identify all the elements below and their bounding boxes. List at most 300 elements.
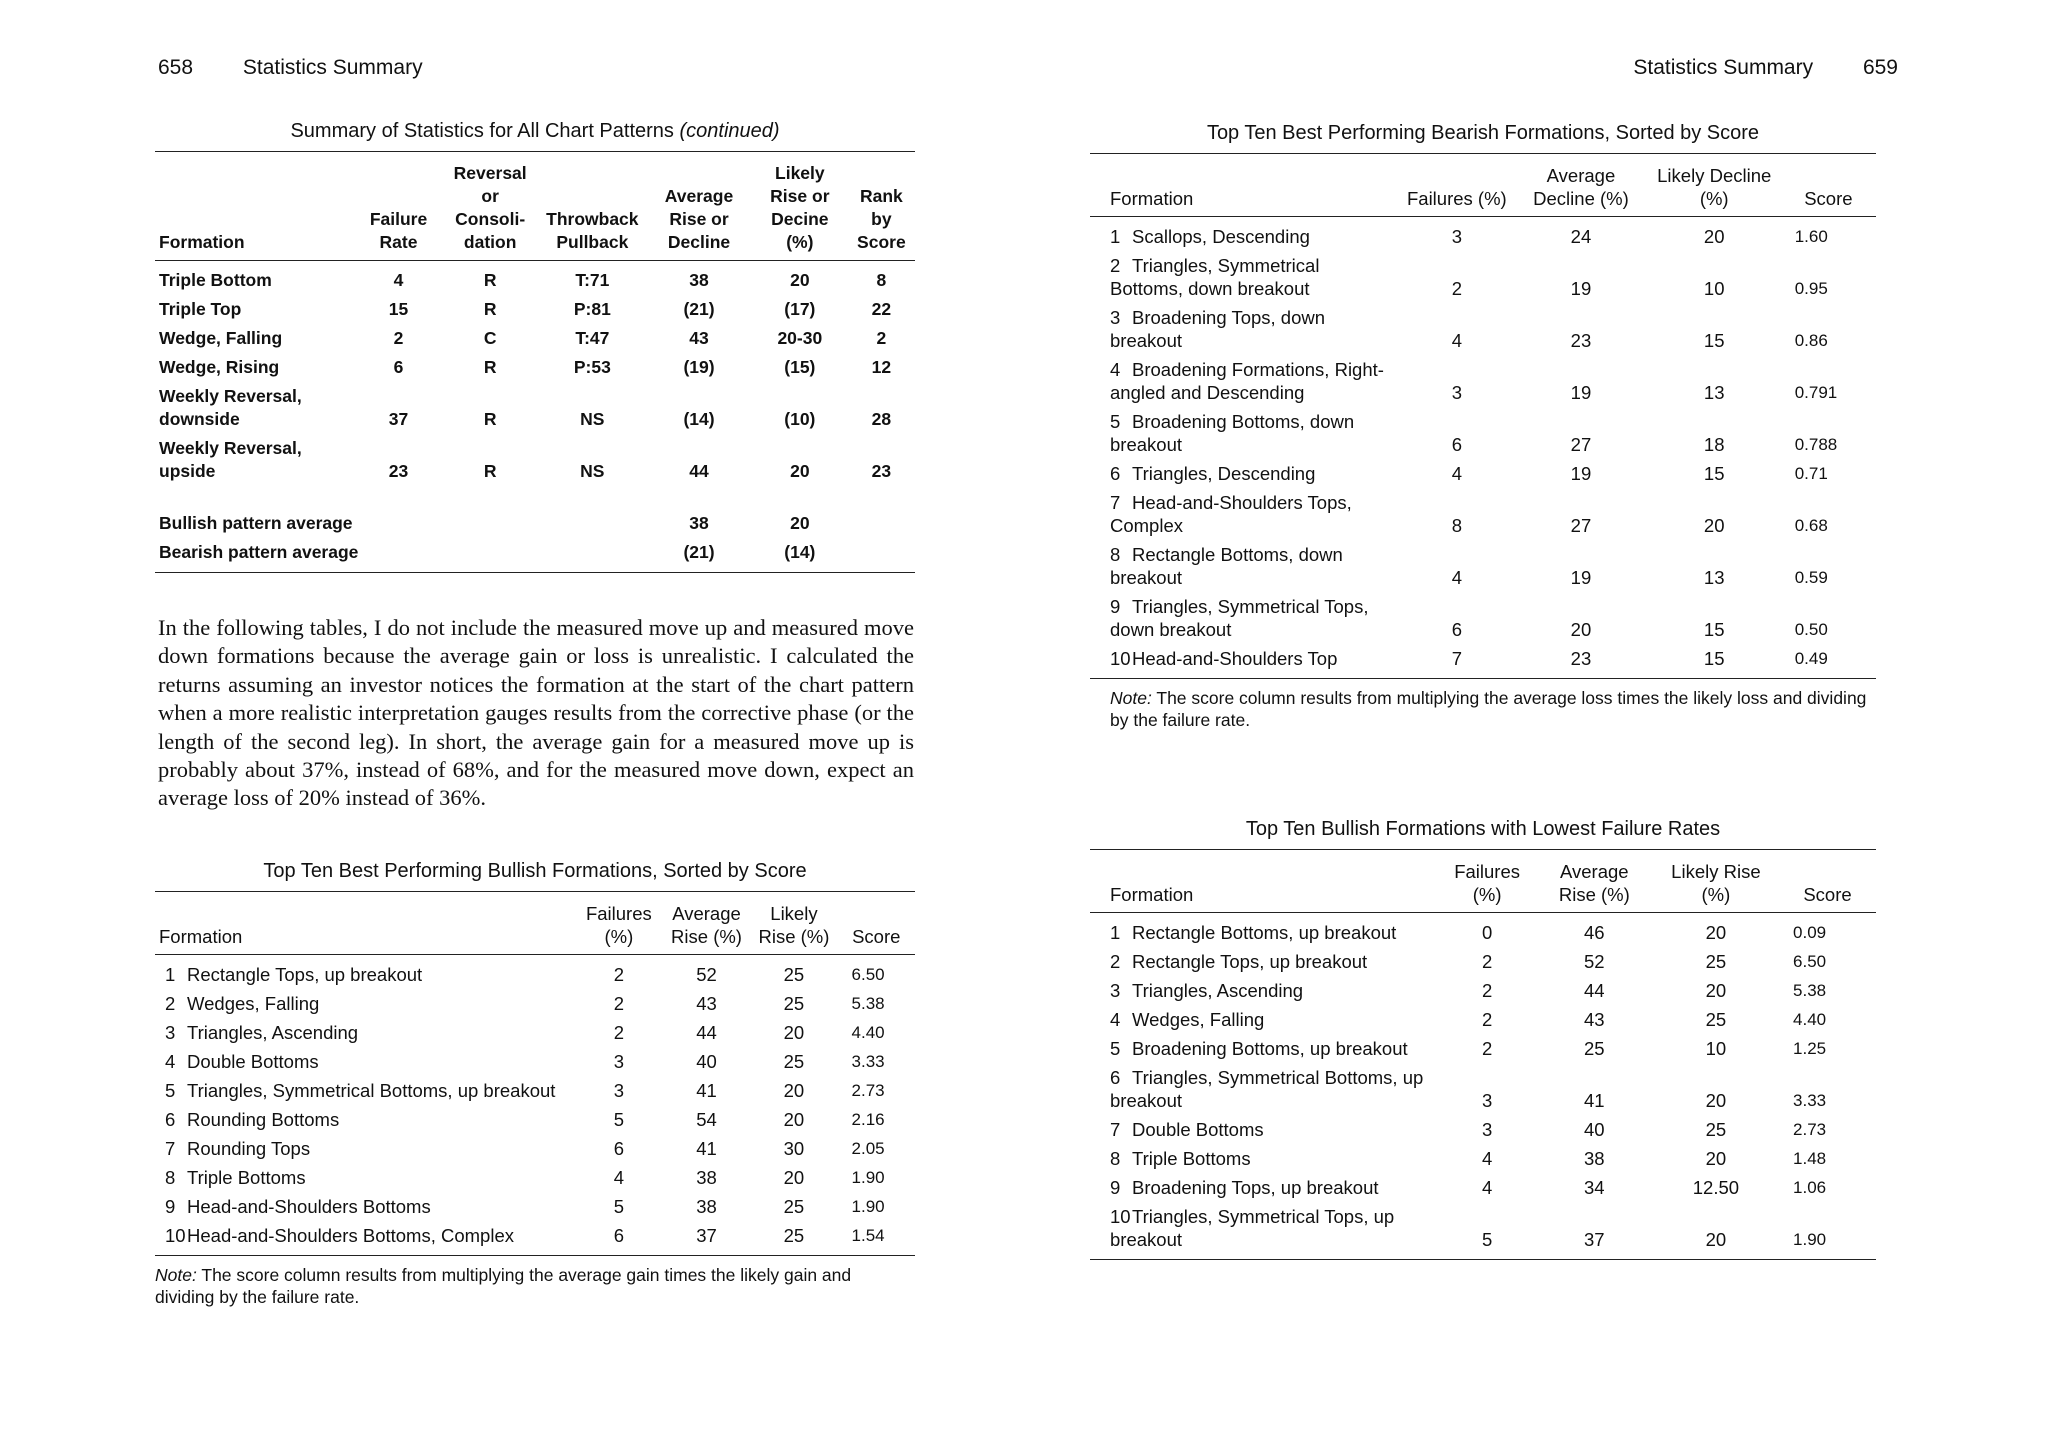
cell-average: 19	[1570, 463, 1592, 484]
table-row	[1090, 217, 1876, 252]
cell-likely: 25	[1705, 951, 1727, 972]
cell-rank-number: 6	[1110, 463, 1121, 484]
cell-likely: 25	[783, 1196, 805, 1217]
cell-formation	[155, 1047, 575, 1076]
cell-formation: Weekly Reversal, upside	[159, 438, 302, 481]
cell-formation	[155, 1134, 575, 1163]
cell-rank-number: 9	[165, 1196, 176, 1217]
cell-failures: 5	[613, 1196, 624, 1217]
cell-failures: 4	[1481, 1177, 1493, 1198]
cell-rank-number: 10	[165, 1225, 186, 1246]
cell-rank-number: 4	[165, 1051, 176, 1072]
cell-average: 19	[1570, 382, 1592, 403]
cell-average: 43	[689, 328, 709, 348]
cell-score: 0.71	[1794, 464, 1828, 483]
bearish-note	[1090, 687, 1876, 731]
cell-average: 38	[696, 1167, 717, 1188]
cell-failure: 37	[388, 409, 409, 429]
cell-score: 6.50	[851, 965, 885, 984]
summary-table-caption	[155, 120, 915, 151]
cell-likely: (15)	[784, 357, 816, 377]
cell-likely: 25	[1705, 1009, 1727, 1030]
cell-rank: 12	[871, 357, 892, 377]
cell-formation: Triple Bottom	[159, 270, 272, 290]
cell-throwback: T:47	[575, 328, 610, 348]
lowest-failure-header-likely: Likely Rise (%)	[1671, 861, 1761, 905]
cell-failures: 2	[1451, 278, 1462, 299]
bullish-header-row	[155, 892, 915, 955]
cell-rank-number: 4	[1110, 1009, 1121, 1030]
bullish-header-average: Average Rise (%)	[671, 903, 742, 947]
cell-formation	[155, 955, 575, 990]
cell-score: 4.40	[1793, 1010, 1827, 1029]
cell-average: 44	[696, 1022, 717, 1043]
summary-header-reversal: Reversal or Consoli- dation	[453, 163, 527, 252]
lowest-failure-header-failures: Failures (%)	[1454, 861, 1521, 905]
cell-average: 52	[696, 964, 717, 985]
cell-likely: 13	[1703, 567, 1725, 588]
cell-rank-number: 4	[1110, 359, 1121, 380]
cell-average: 37	[1584, 1229, 1605, 1250]
cell-score: 0.49	[1794, 649, 1828, 668]
bearish-header-score: Score	[1804, 188, 1853, 209]
table-row-bullish-average	[155, 486, 915, 538]
table-row	[155, 955, 915, 990]
cell-formation	[1090, 459, 1399, 488]
bearish-header-row	[1090, 154, 1876, 217]
cell-score: 0.791	[1794, 383, 1838, 402]
cell-formation-name: Broadening Formations, Right-angled and Descending	[1110, 359, 1384, 403]
table-row	[1090, 592, 1876, 644]
table-row	[1090, 1063, 1876, 1115]
table-row	[1090, 540, 1876, 592]
cell-score: 1.54	[851, 1226, 885, 1245]
cell-reversal: R	[483, 461, 497, 481]
cell-failures: 5	[1481, 1229, 1493, 1250]
cell-average: (21)	[683, 299, 715, 319]
cell-likely: 25	[783, 993, 805, 1014]
cell-formation: Triple Top	[159, 299, 242, 319]
cell-formation-name: Triple Bottoms	[1132, 1148, 1251, 1169]
cell-formation-name: Wedges, Falling	[187, 993, 320, 1014]
summary-caption-suffix: (continued)	[679, 120, 780, 142]
cell-formation-name: Broadening Bottoms, up breakout	[1132, 1038, 1408, 1059]
cell-likely: 20	[1705, 922, 1727, 943]
cell-formation	[1090, 488, 1399, 540]
cell-score: 1.48	[1793, 1149, 1827, 1168]
cell-average: 38	[689, 270, 709, 290]
bullish-header-likely: Likely Rise (%)	[758, 903, 830, 947]
cell-failures: 3	[613, 1051, 624, 1072]
cell-average: 40	[1584, 1119, 1605, 1140]
cell-failures: 3	[1451, 226, 1462, 247]
cell-formation-name: Head-and-Shoulders Bottoms, Complex	[187, 1225, 514, 1246]
cell-failures: 2	[1481, 1009, 1493, 1030]
table-row	[1090, 913, 1876, 948]
cell-rank-number: 1	[1110, 226, 1121, 247]
cell-failures: 2	[613, 993, 624, 1014]
cell-average: 20	[1570, 619, 1592, 640]
summary-header-average: Average Rise or Decline	[664, 186, 734, 252]
cell-rank-number: 1	[165, 964, 176, 985]
summary-header-failure: Failure Rate	[369, 209, 428, 252]
cell-formation	[155, 1076, 575, 1105]
cell-likely: 12.50	[1692, 1177, 1740, 1198]
cell-failures: 4	[1451, 330, 1462, 351]
table-row	[1090, 1144, 1876, 1173]
cell-formation-name: Triangles, Symmetrical Bottoms, up breakout	[1110, 1067, 1424, 1111]
cell-failures: 5	[613, 1109, 624, 1130]
bullish-note	[155, 1264, 915, 1308]
cell-rank-number: 9	[1110, 596, 1121, 617]
cell-score: 6.50	[1793, 952, 1827, 971]
cell-rank: 22	[871, 299, 892, 319]
table-row	[155, 1105, 915, 1134]
cell-likely: 15	[1703, 463, 1725, 484]
cell-score: 1.90	[851, 1197, 885, 1216]
cell-formation	[1090, 1144, 1438, 1173]
cell-failures: 6	[1451, 619, 1462, 640]
cell-rank-number: 3	[1110, 980, 1121, 1001]
table-row	[1090, 355, 1876, 407]
cell-failures: 3	[1481, 1090, 1493, 1111]
cell-score: 0.09	[1793, 923, 1827, 942]
cell-likely: 15	[1703, 648, 1725, 669]
cell-formation	[1090, 913, 1438, 948]
table-row	[155, 1047, 915, 1076]
cell-average: 23	[1570, 330, 1592, 351]
cell-failures: 3	[613, 1080, 624, 1101]
cell-average: 43	[696, 993, 717, 1014]
cell-failure: 4	[393, 270, 404, 290]
cell-score: 1.25	[1793, 1039, 1827, 1058]
cell-average: 46	[1584, 922, 1605, 943]
left-running-head	[158, 56, 423, 80]
cell-average: 19	[1570, 278, 1592, 299]
cell-failures: 4	[1481, 1148, 1493, 1169]
cell-formation	[1090, 644, 1399, 679]
cell-likely: 25	[783, 1051, 805, 1072]
cell-formation-name: Rectangle Tops, up breakout	[187, 964, 423, 985]
cell-likely: 10	[1705, 1038, 1727, 1059]
cell-likely: 20	[790, 513, 810, 533]
cell-average: 41	[696, 1138, 717, 1159]
cell-formation-name: Rectangle Bottoms, down breakout	[1110, 544, 1343, 588]
cell-score: 0.95	[1794, 279, 1828, 298]
table-row	[155, 382, 915, 434]
table-row	[155, 1134, 915, 1163]
cell-average: 34	[1584, 1177, 1605, 1198]
cell-failures: 2	[1481, 951, 1493, 972]
cell-average: 37	[696, 1225, 717, 1246]
bullish-table-caption: Top Ten Best Performing Bullish Formations, Sorted by Score	[263, 860, 807, 882]
cell-formation-name: Head-and-Shoulders Bottoms	[187, 1196, 431, 1217]
bearish-table-caption: Top Ten Best Performing Bearish Formations, Sorted by Score	[1206, 122, 1760, 144]
cell-likely: 20	[783, 1167, 805, 1188]
lowest-failure-header-formation: Formation	[1110, 884, 1194, 905]
cell-average: (21)	[683, 542, 715, 562]
cell-average: 44	[689, 461, 709, 481]
cell-likely: 20	[1705, 980, 1727, 1001]
table-row	[155, 1076, 915, 1105]
cell-rank-number: 10	[1110, 1206, 1131, 1227]
table-row	[155, 1018, 915, 1047]
cell-formation-name: Broadening Tops, down breakout	[1110, 307, 1326, 351]
cell-failures: 2	[613, 1022, 624, 1043]
table-row	[155, 295, 915, 324]
summary-header-likely: Likely Rise or Decine (%)	[770, 163, 830, 252]
cell-likely: 15	[1703, 619, 1725, 640]
cell-formation	[155, 989, 575, 1018]
cell-failures: 6	[1451, 434, 1462, 455]
cell-formation-name: Triangles, Ascending	[187, 1022, 359, 1043]
cell-score: 1.90	[851, 1168, 885, 1187]
bearish-table	[1090, 153, 1876, 679]
cell-score: 0.68	[1794, 516, 1828, 535]
cell-average: 27	[1570, 515, 1592, 536]
right-page	[1024, 0, 2048, 1448]
cell-average-label: Bullish pattern average	[159, 513, 353, 533]
cell-reversal: R	[483, 299, 497, 319]
cell-score: 3.33	[1793, 1091, 1827, 1110]
table-row	[1090, 976, 1876, 1005]
cell-failures: 6	[613, 1138, 624, 1159]
cell-formation-name: Triangles, Descending	[1132, 463, 1316, 484]
cell-formation-name: Scallops, Descending	[1132, 226, 1310, 247]
cell-rank: 23	[871, 461, 892, 481]
lowest-failure-table	[1090, 849, 1876, 1260]
left-running-head-title: Statistics Summary	[242, 56, 423, 79]
cell-formation	[1090, 217, 1399, 252]
cell-formation-name: Double Bottoms	[187, 1051, 319, 1072]
cell-formation	[1090, 1173, 1438, 1202]
cell-rank-number: 8	[1110, 544, 1121, 565]
cell-formation	[1090, 1202, 1438, 1260]
table-row	[1090, 947, 1876, 976]
summary-header-row	[155, 152, 915, 261]
cell-throwback: T:71	[575, 270, 610, 290]
cell-average: (14)	[683, 409, 715, 429]
cell-rank: 28	[871, 409, 892, 429]
cell-formation	[1090, 303, 1399, 355]
table-row	[1090, 488, 1876, 540]
cell-average: 27	[1570, 434, 1592, 455]
cell-rank-number: 1	[1110, 922, 1121, 943]
bearish-note-label: Note:	[1110, 688, 1152, 708]
cell-average: 41	[1584, 1090, 1605, 1111]
cell-average: 38	[689, 513, 709, 533]
cell-score: 0.50	[1794, 620, 1828, 639]
cell-score: 5.38	[851, 994, 885, 1013]
cell-score: 0.788	[1794, 435, 1838, 454]
cell-likely: 30	[783, 1138, 805, 1159]
cell-likely: 25	[1705, 1119, 1727, 1140]
cell-formation-name: Triangles, Ascending	[1132, 980, 1304, 1001]
cell-rank: 2	[876, 328, 887, 348]
cell-formation	[155, 1192, 575, 1221]
cell-average: 40	[696, 1051, 717, 1072]
bearish-header-failures: Failures (%)	[1406, 188, 1507, 209]
bullish-table	[155, 891, 915, 1256]
cell-formation	[1090, 1005, 1438, 1034]
cell-empty	[848, 486, 915, 538]
cell-average: 25	[1584, 1038, 1605, 1059]
cell-likely: (10)	[784, 409, 816, 429]
table-row	[1090, 407, 1876, 459]
bearish-note-text: The score column results from multiplying the average loss times the likely loss and dividing by the failure rate.	[1110, 688, 1867, 730]
cell-average: 43	[1584, 1009, 1605, 1030]
cell-failures: 7	[1451, 648, 1462, 669]
cell-likely: 18	[1703, 434, 1725, 455]
cell-reversal: R	[483, 270, 497, 290]
table-row	[1090, 1034, 1876, 1063]
cell-average: 41	[696, 1080, 717, 1101]
cell-likely: 20	[790, 270, 810, 290]
cell-likely: 20	[790, 461, 810, 481]
cell-formation-name: Head-and-Shoulders Top	[1132, 648, 1338, 669]
lowest-failure-table-caption: Top Ten Bullish Formations with Lowest Failure Rates	[1245, 818, 1721, 840]
cell-rank-number: 2	[1110, 951, 1121, 972]
bearish-header-likely: Likely Decline (%)	[1657, 165, 1772, 209]
cell-formation	[1090, 1063, 1438, 1115]
cell-formation-name: Head-and-Shoulders Tops, Complex	[1110, 492, 1352, 536]
cell-likely: 20	[1705, 1148, 1727, 1169]
cell-formation-name: Rectangle Bottoms, up breakout	[1132, 922, 1397, 943]
table-row	[1090, 303, 1876, 355]
bullish-header-score: Score	[852, 926, 901, 947]
cell-likely: 20-30	[777, 328, 823, 348]
cell-formation-name: Triple Bottoms	[187, 1167, 306, 1188]
table-row	[155, 324, 915, 353]
table-row	[1090, 1005, 1876, 1034]
cell-likely: 20	[783, 1022, 805, 1043]
cell-likely: (17)	[784, 299, 816, 319]
cell-average-label: Bearish pattern average	[159, 542, 359, 562]
cell-formation-name: Triangles, Symmetrical Bottoms, up breakout	[187, 1080, 556, 1101]
cell-formation	[1090, 976, 1438, 1005]
cell-score: 2.05	[851, 1139, 885, 1158]
cell-formation	[1090, 407, 1399, 459]
cell-failures: 0	[1481, 922, 1493, 943]
cell-formation	[1090, 592, 1399, 644]
table-row	[1090, 1173, 1876, 1202]
bullish-note-text: The score column results from multiplying the average gain times the likely gain and dividing by the failure rate.	[155, 1265, 852, 1307]
table-row	[155, 1192, 915, 1221]
lowest-failure-header-row	[1090, 850, 1876, 913]
cell-rank-number: 8	[1110, 1148, 1121, 1169]
bullish-header-formation: Formation	[159, 926, 243, 947]
table-row	[1090, 1115, 1876, 1144]
cell-likely: 25	[783, 1225, 805, 1246]
cell-formation-name: Triangles, Symmetrical Tops, down breakout	[1110, 596, 1369, 640]
cell-average: 19	[1570, 567, 1592, 588]
cell-rank-number: 6	[165, 1109, 176, 1130]
cell-formation-name: Broadening Bottoms, down breakout	[1110, 411, 1355, 455]
cell-formation	[1090, 251, 1399, 303]
cell-rank-number: 10	[1110, 648, 1131, 669]
cell-score: 2.73	[1793, 1120, 1827, 1139]
cell-score: 0.59	[1794, 568, 1828, 587]
cell-formation-name: Double Bottoms	[1132, 1119, 1264, 1140]
cell-rank-number: 7	[1110, 492, 1121, 513]
right-page-number: 659	[1862, 56, 1898, 79]
cell-score: 3.33	[851, 1052, 885, 1071]
cell-rank: 8	[876, 270, 887, 290]
summary-header-formation: Formation	[159, 232, 245, 252]
cell-rank-number: 8	[165, 1167, 176, 1188]
cell-reversal: C	[483, 328, 497, 348]
left-page-number: 658	[158, 56, 194, 79]
cell-formation-name: Broadening Tops, up breakout	[1132, 1177, 1379, 1198]
cell-score: 1.60	[1794, 227, 1828, 246]
cell-likely: 13	[1703, 382, 1725, 403]
lowest-failure-table-block	[1090, 818, 1876, 1260]
cell-rank-number: 2	[165, 993, 176, 1014]
table-row	[155, 353, 915, 382]
bullish-table-block	[155, 860, 915, 1308]
cell-formation-name: Triangles, Symmetrical Bottoms, down breakout	[1110, 255, 1320, 299]
summary-table	[155, 151, 915, 573]
table-row	[155, 434, 915, 486]
cell-throwback: NS	[580, 409, 605, 429]
cell-average: 52	[1584, 951, 1605, 972]
cell-formation-name: Wedges, Falling	[1132, 1009, 1265, 1030]
cell-rank-number: 5	[165, 1080, 176, 1101]
cell-formation	[155, 1018, 575, 1047]
cell-formation-name: Rectangle Tops, up breakout	[1132, 951, 1368, 972]
cell-rank-number: 7	[1110, 1119, 1121, 1140]
cell-likely: 20	[783, 1109, 805, 1130]
lowest-failure-header-average: Average Rise (%)	[1558, 861, 1630, 905]
summary-caption-text: Summary of Statistics for All Chart Patterns	[290, 120, 674, 142]
cell-formation	[1090, 947, 1438, 976]
cell-average: 38	[1584, 1148, 1605, 1169]
cell-average: 44	[1584, 980, 1605, 1001]
right-running-head	[1633, 56, 1898, 80]
cell-failures: 4	[1451, 463, 1462, 484]
cell-failures: 4	[1451, 567, 1462, 588]
cell-failure: 23	[388, 461, 409, 481]
cell-likely: 20	[1703, 226, 1725, 247]
table-row	[155, 261, 915, 296]
cell-failure: 2	[393, 328, 404, 348]
right-running-head-title: Statistics Summary	[1633, 56, 1814, 79]
cell-reversal: R	[483, 357, 497, 377]
cell-empty	[848, 538, 915, 573]
cell-reversal: R	[483, 409, 497, 429]
table-row	[1090, 251, 1876, 303]
cell-formation-name: Rounding Tops	[187, 1138, 311, 1159]
cell-likely: 20	[783, 1080, 805, 1101]
body-paragraph: In the following tables, I do not include the measured move up and measured move down formations because the average gain or loss is unrealistic. I calculated the returns assuming an investor notices the formation at the start of the chart pattern when a more realistic interpretation gauges results from the corrective phase (or the length of the second leg). In short, the average gain for a measured move up is probably about 37%, instead of 68%, and for the measured move down, expect an average loss of 20% instead of 36%.	[158, 615, 914, 811]
cell-formation: Wedge, Falling	[159, 328, 283, 348]
cell-score: 5.38	[1793, 981, 1827, 1000]
cell-likely: 20	[1705, 1090, 1727, 1111]
table-row	[155, 1163, 915, 1192]
bearish-header-formation: Formation	[1110, 188, 1194, 209]
cell-formation	[1090, 1034, 1438, 1063]
cell-average: 54	[696, 1109, 717, 1130]
cell-average: 38	[696, 1196, 717, 1217]
cell-failures: 2	[613, 964, 624, 985]
cell-formation-name: Rounding Bottoms	[187, 1109, 340, 1130]
cell-formation-name: Triangles, Symmetrical Tops, up breakout	[1110, 1206, 1395, 1250]
lowest-failure-header-score: Score	[1803, 884, 1852, 905]
cell-failures: 3	[1451, 382, 1462, 403]
table-row-bearish-average	[155, 538, 915, 573]
cell-failures: 4	[613, 1167, 624, 1188]
cell-throwback: NS	[580, 461, 605, 481]
